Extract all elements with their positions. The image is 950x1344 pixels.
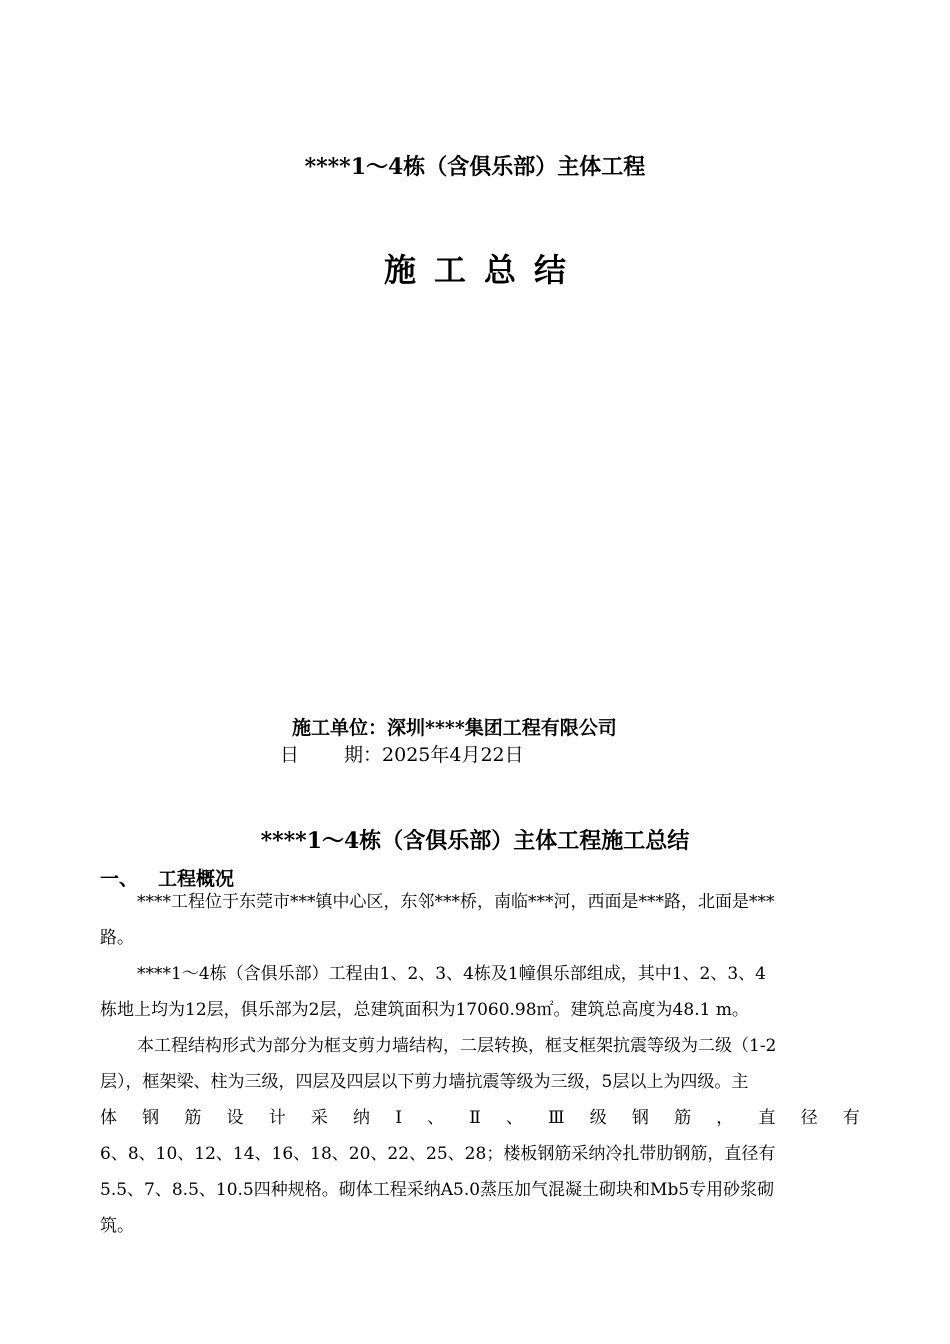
construction-unit-label: 施工单位： [292, 717, 388, 739]
cover-project-title: ****1～4栋（含俱乐部）主体工程 [304, 154, 646, 180]
justified-word: 直 [758, 1108, 776, 1128]
cover-document-title: 施工总结 [383, 251, 584, 289]
paragraph-line: 层），框架梁、柱为三级，四层及四层以下剪力墙抗震等级为三级，5层以上为四级。主 [100, 1072, 749, 1092]
justified-word: 筋 [674, 1108, 692, 1128]
paragraph-line: 栋地上均为12层，俱乐部为2层，总建筑面积为17060.98㎡。建筑总高度为48.1 m。 [100, 1000, 749, 1020]
construction-unit [292, 713, 617, 740]
justified-word: 采 [310, 1108, 328, 1128]
paragraph-line: 本工程结构形式为部分为框支剪力墙结构，二层转换，框支框架抗震等级为二级（1-2 [137, 1036, 777, 1056]
justified-word: 、 [427, 1108, 445, 1128]
paragraph-line: 筑。 [100, 1216, 134, 1236]
date-value: 2025年4月22日 [382, 744, 524, 766]
section-title: 工程概况 [158, 868, 235, 890]
justified-word: ， [716, 1108, 734, 1128]
paragraph-line: 5.5、7、8.5、10.5四种规格。砌体工程采纳A5.0蒸压加气混凝土砌块和Mb5专用砂浆砌 [100, 1180, 775, 1200]
justified-word: 径 [800, 1108, 818, 1128]
justified-word: 钢 [142, 1108, 160, 1128]
date-label-second: 期： [344, 744, 383, 766]
paragraph-location [100, 884, 860, 956]
paragraph-composition [100, 956, 860, 1028]
justified-word: 筋 [184, 1108, 202, 1128]
justified-word: 纳 [353, 1108, 371, 1128]
justified-word: 设 [226, 1108, 244, 1128]
justified-word: 体 [100, 1108, 117, 1128]
section-number: 一、 [100, 868, 139, 890]
paragraph-line-justified [100, 1100, 860, 1136]
paragraph-line: ****工程位于东莞市***镇中心区，东邻***桥，南临***河，西面是***路，北面是*** [137, 892, 775, 912]
justified-word: Ⅱ [469, 1108, 481, 1128]
justified-word: 有 [842, 1108, 860, 1128]
paragraph-line: 6、8、10、12、14、16、18、20、22、25、28；楼板钢筋采纳冷扎带肋钢筋，直径有 [100, 1144, 776, 1164]
justified-word: 、 [506, 1108, 523, 1128]
paragraph-line: 路。 [100, 928, 134, 948]
paragraph-line: ****1～4栋（含俱乐部）工程由1、2、3、4栋及1幢俱乐部组成，其中1、2、3、4 [137, 964, 766, 984]
justified-word: Ⅲ [548, 1108, 565, 1128]
date-label-first: 日 [280, 744, 300, 766]
justified-word: 钢 [631, 1108, 649, 1128]
justified-word: Ⅰ [395, 1108, 402, 1128]
summary-title: ****1～4栋（含俱乐部）主体工程施工总结 [260, 828, 690, 854]
construction-unit-value: 深圳****集团工程有限公司 [387, 717, 617, 739]
justified-word: 计 [268, 1108, 286, 1128]
justified-word: 级 [589, 1108, 607, 1128]
paragraph-structure [100, 1028, 860, 1244]
date-line [280, 740, 524, 767]
